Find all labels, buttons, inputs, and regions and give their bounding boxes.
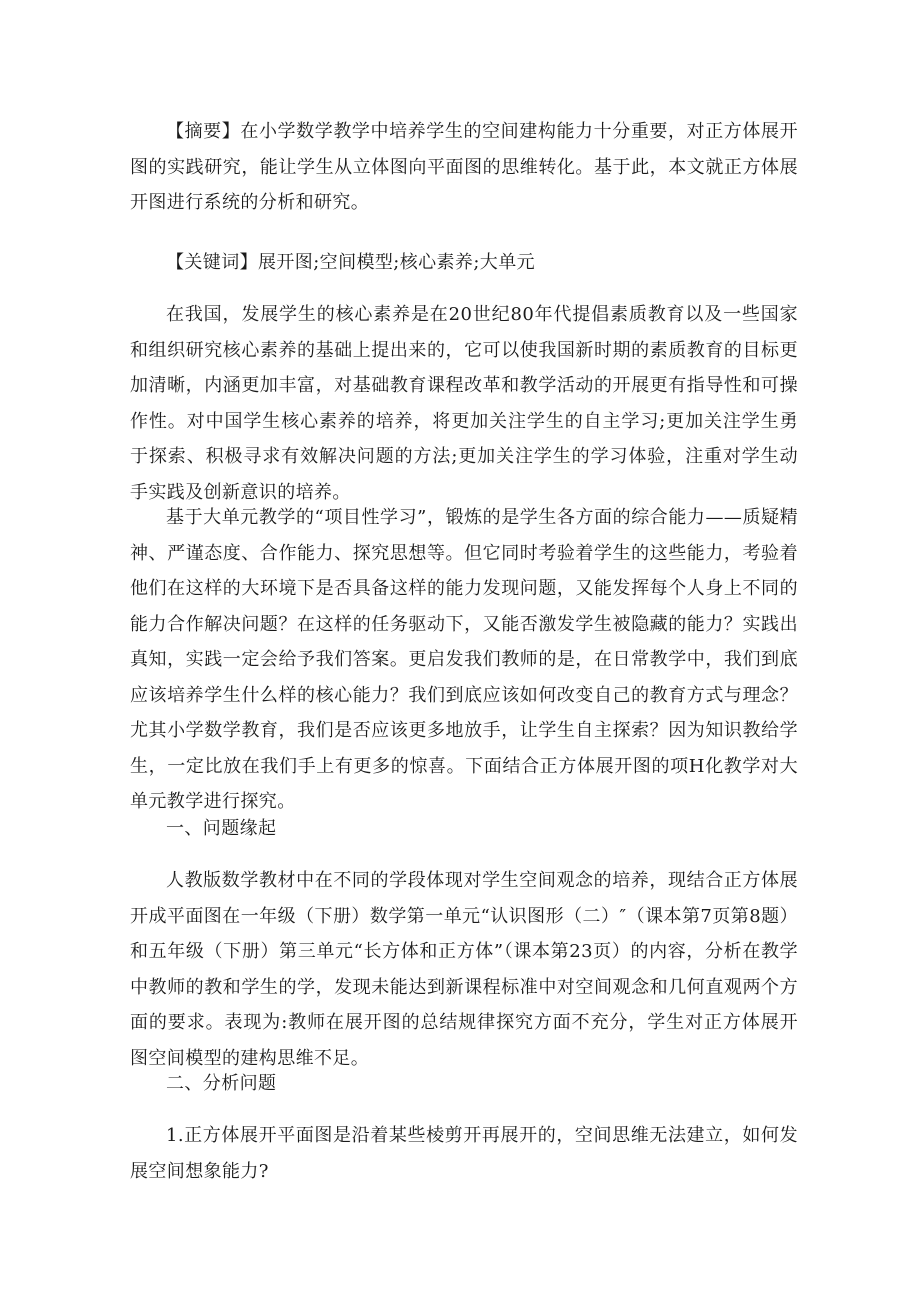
problem-origin-paragraph: 人教版数学教材中在不同的学段体现对学生空间观念的培养，现结合正方体展开成平面图在一年级（下册）数学第一单元“认识图形（二）″（课本第7页第8题）和五年级（下册）第三单元“长方体和正方体”（课本第23页）的内容，分析在教学中教师的教和学生的学，发现未能达到新课程标准中对空间观念和几何直观两个方面的要求。表现为:教师在展开图的总结规律探究方面不充分，学生对正方体展开图空间模型的建构思维不足。 xyxy=(130,870,798,1069)
keywords-label: 【关键词】 xyxy=(166,252,258,273)
analysis-item-1 xyxy=(130,1118,798,1189)
keywords-text: 展开图;空间模型;核心素养;大单元 xyxy=(258,252,535,273)
analysis-item-1-number: 1 xyxy=(166,1125,178,1146)
abstract-paragraph xyxy=(130,114,798,221)
analysis-item-1-text: .正方体展开平面图是沿着某些棱剪开再展开的，空间思维无法建立，如何发展空间想象能力? xyxy=(130,1125,798,1182)
abstract-label: 【摘要】 xyxy=(166,121,241,142)
section-heading-analysis: 二、分析问题 xyxy=(166,1073,277,1094)
section-heading-problem-origin: 一、问题缘起 xyxy=(166,818,277,839)
unit-teaching-paragraph: 基于大单元教学的“项目性学习”，锻炼的是学生各方面的综合能力——质疑精神、严谨态度、合作能力、探究思想等。但它同时考验着学生的这些能力，考验着他们在这样的大环境下是否具备这样的能力发现问题，又能发挥每个人身上不同的能力合作解决问题？在这样的任务驱动下，又能否激发学生被隐藏的能力？实践出真知，实践一定会给予我们答案。更启发我们教师的是，在日常教学中，我们到底应该培养学生什么样的核心能力？我们到底应该如何改变自己的教育方式与理念？尤其小学数学教育，我们是否应该更多地放手，让学生自主探索？因为知识教给学生，一定比放在我们手上有更多的惊喜。下面结合正方体展开图的项H化教学对大单元教学进行探究。 xyxy=(130,507,798,812)
abstract-text: 在小学数学教学中培养学生的空间建构能力十分重要，对正方体展开图的实践研究，能让学生从立体图向平面图的思维转化。基于此，本文就正方体展开图进行系统的分析和研究。 xyxy=(130,121,798,213)
keywords-paragraph xyxy=(130,245,798,281)
intro-paragraph: 在我国，发展学生的核心素养是在20世纪80年代提倡素质教育以及一些国家和组织研究核心素养的基础上提出来的，它可以使我国新时期的素质教育的目标更加清晰，内涵更加丰富，对基础教育课程改革和教学活动的开展更有指导性和可操作性。对中国学生核心素养的培养，将更加关注学生的自主学习;更加关注学生勇于探索、积极寻求有效解决问题的方法;更加关注学生的学习体验，注重对学生动手实践及创新意识的培养。 xyxy=(130,304,798,503)
